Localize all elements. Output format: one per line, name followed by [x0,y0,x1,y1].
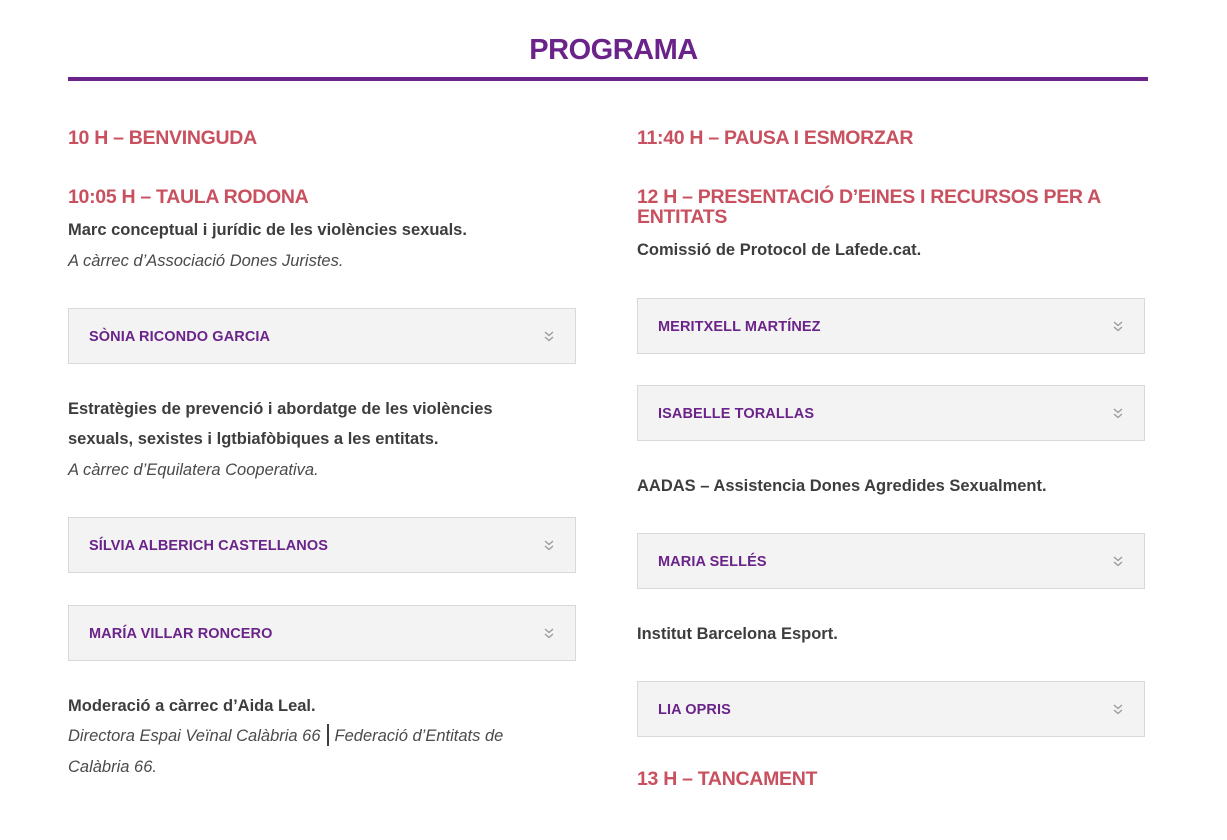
moderation-role-b: Federació d’Entitats de [334,727,504,745]
speaker-accordion-ricondo[interactable] [68,308,576,364]
org2-title: AADAS – Assistencia Dones Agredides Sexualment. [637,477,1047,495]
speaker-name: MERITXELL MARTÍNEZ [658,319,821,335]
round-table-heading: 10:05 H – TAULA RODONA [68,186,309,208]
chevron-double-down-icon [543,538,555,552]
topic1-title: Marc conceptual i jurídic de les violències sexuals. [68,221,467,239]
moderation-role-cont: Calàbria 66. [68,758,157,776]
speaker-accordion-villar[interactable] [68,605,576,661]
chevron-double-down-icon [543,626,555,640]
closing-heading: 13 H – TANCAMENT [637,768,818,790]
chevron-double-down-icon [1112,319,1124,333]
chevron-double-down-icon [1112,406,1124,420]
speaker-name: LIA OPRIS [658,702,731,718]
speaker-name: ISABELLE TORALLAS [658,406,815,422]
topic2-title-line2: sexuals, sexistes i lgtbiafòbiques a les entitats. [68,430,439,448]
org1-title: Comissió de Protocol de Lafede.cat. [637,241,922,259]
speaker-accordion-torallas[interactable] [637,385,1145,441]
topic2-by: A càrrec d’Equilatera Cooperativa. [68,461,319,479]
welcome-heading: 10 H – BENVINGUDA [68,127,257,149]
moderation-role-a: Directora Espai Veïnal Calàbria 66 [68,727,321,745]
chevron-double-down-icon [1112,554,1124,568]
tools-heading-line1: 12 H – PRESENTACIÓ D’EINES I RECURSOS PER A [637,186,1101,208]
topic1-by: A càrrec d’Associació Dones Juristes. [68,252,344,270]
chevron-double-down-icon [543,329,555,343]
speaker-name: MARIA SELLÉS [658,554,767,570]
page-title: PROGRAMA [529,34,698,66]
separator-bar [327,724,329,746]
speaker-name: MARÍA VILLAR RONCERO [89,626,273,642]
title-divider [68,77,1148,81]
speaker-accordion-alberich[interactable] [68,517,576,573]
speaker-name: SÒNIA RICONDO GARCIA [89,329,271,345]
moderation-title: Moderació a càrrec d’Aida Leal. [68,697,316,715]
moderation-role [68,721,503,752]
break-heading: 11:40 H – PAUSA I ESMORZAR [637,127,914,149]
topic2-title-line1: Estratègies de prevenció i abordatge de les violències [68,400,493,418]
speaker-accordion-selles[interactable] [637,533,1145,589]
speaker-accordion-opris[interactable] [637,681,1145,737]
chevron-double-down-icon [1112,702,1124,716]
tools-heading-line2: ENTITATS [637,206,728,228]
speaker-accordion-martinez[interactable] [637,298,1145,354]
org3-title: Institut Barcelona Esport. [637,625,838,643]
speaker-name: SÍLVIA ALBERICH CASTELLANOS [89,538,328,554]
